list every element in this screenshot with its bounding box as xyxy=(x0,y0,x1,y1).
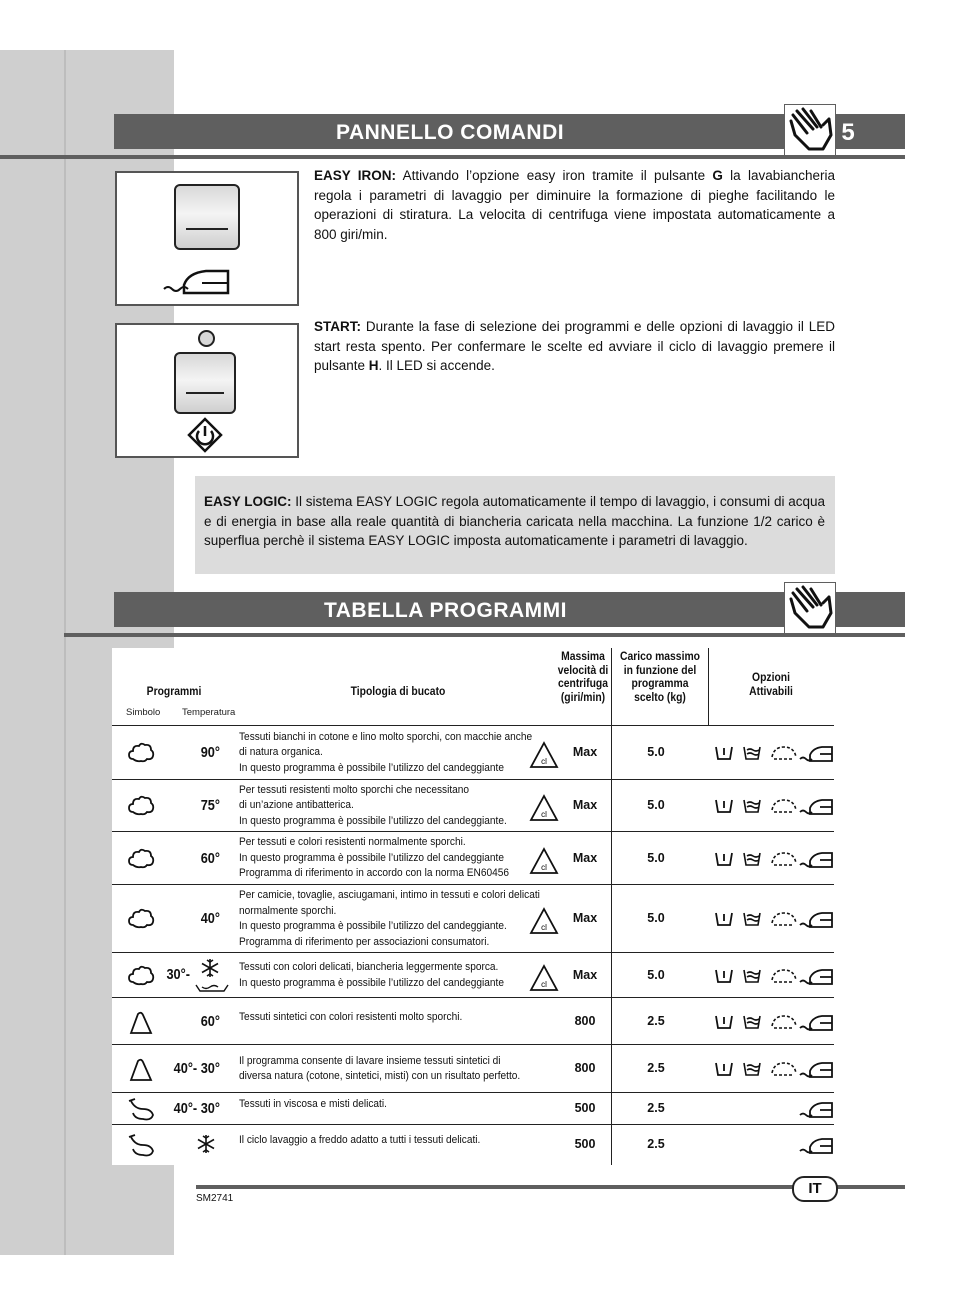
description-line: Il programma consente di lavare insieme tessuti sintetici di xyxy=(239,1054,501,1067)
iron-icon xyxy=(798,1135,834,1160)
easy-iron-text: EASY IRON: Attivando l’opzione easy iron tramite il pulsante G la lavabiancheria regola i parametri di lavaggio per diminuire la formazione di pieghe facilitando le operazioni di stiratura. La velocita di centrifuga viene impostata automaticamente a 800 giri/min. xyxy=(314,168,835,242)
table-row xyxy=(0,780,954,832)
spin-speed: Max xyxy=(572,798,598,812)
table-row xyxy=(0,953,954,998)
description-line: Tessuti in viscosa e misti delicati. xyxy=(239,1098,387,1111)
program-temperature: 30°- xyxy=(166,965,190,983)
program-description xyxy=(239,960,504,991)
spin-speed: 800 xyxy=(574,1061,596,1075)
easy-iron-button[interactable] xyxy=(174,184,240,250)
page-number: 5 xyxy=(841,119,855,146)
description-line: In questo programma è possibile l’utilizzo del candeggiante. xyxy=(239,920,507,932)
description-line: Per tessuti e colori resistenti normalmente sporchi. xyxy=(239,836,466,849)
program-description xyxy=(239,730,532,777)
description-line: normalmente sporchi. xyxy=(239,904,337,917)
description-line: di un’azione antibatterica. xyxy=(239,799,354,812)
description-line: di natura organica. xyxy=(239,746,323,759)
start-button[interactable] xyxy=(174,352,236,414)
options-icons xyxy=(714,1059,834,1084)
description-line: diversa natura (cotone, sintetici, misti) con un risultato perfetto. xyxy=(239,1070,521,1082)
spin-speed: Max xyxy=(572,911,598,925)
bleach-icon xyxy=(529,847,559,880)
table-row xyxy=(0,998,954,1045)
panel-header-rule xyxy=(0,155,905,159)
cotton-icon xyxy=(127,847,155,876)
header-programmi: Programmi xyxy=(146,686,202,698)
language-badge: IT xyxy=(792,1176,838,1202)
iron-icon xyxy=(798,1099,834,1124)
bleach-icon xyxy=(529,794,559,827)
svg-text:cl: cl xyxy=(541,862,547,872)
description-line: Tessuti bianchi in cotone e lino molto sporchi, con macchie anche xyxy=(239,730,533,743)
options-icons xyxy=(714,796,834,821)
options-icons xyxy=(714,1012,834,1037)
cotton-icon xyxy=(127,964,155,993)
program-temperature: 90° xyxy=(200,744,220,761)
bleach-icon xyxy=(529,741,559,774)
hand-icon xyxy=(784,582,836,634)
max-load: 2.5 xyxy=(647,1061,665,1075)
program-temperature: 75° xyxy=(200,797,220,814)
table-row xyxy=(0,885,954,953)
max-load: 5.0 xyxy=(647,850,665,865)
table-row xyxy=(0,832,954,885)
table-header-rule xyxy=(64,633,905,637)
table-row xyxy=(0,1045,954,1093)
start-led xyxy=(198,330,215,347)
col-rule xyxy=(708,648,709,725)
max-load: 5.0 xyxy=(647,967,665,982)
program-temperature: 60° xyxy=(200,849,220,867)
program-description xyxy=(239,1097,387,1113)
max-load: 5.0 xyxy=(647,745,665,759)
header-temperatura: Temperatura xyxy=(182,707,236,718)
header-tipologia: Tipologia di bucato xyxy=(350,686,446,698)
synthetic-icon xyxy=(127,1010,155,1041)
max-load: 5.0 xyxy=(647,798,665,812)
bleach-icon xyxy=(529,964,559,997)
spin-speed: 800 xyxy=(574,1013,596,1028)
table-row xyxy=(0,726,954,780)
max-load: 2.5 xyxy=(647,1137,665,1151)
spin-speed: Max xyxy=(572,967,598,982)
easy-logic-box xyxy=(195,476,835,574)
header-opzioni: Opzioni Attivabili xyxy=(749,672,793,698)
program-temperature: 40°- 30° xyxy=(173,1100,220,1117)
program-description xyxy=(239,888,540,950)
delicate-icon xyxy=(127,1133,157,1164)
spin-speed: Max xyxy=(572,850,598,865)
svg-text:cl: cl xyxy=(541,979,547,989)
description-line: In questo programma è possibile l’utilizzo del candeggiante xyxy=(239,761,504,774)
program-description xyxy=(239,1133,480,1149)
program-description xyxy=(239,835,509,882)
easy-iron-panel xyxy=(115,171,299,306)
description-line: Per tessuti resistenti molto sporchi che necessitano xyxy=(239,783,470,796)
start-pause-icon xyxy=(187,417,223,453)
description-line: Programma di riferimento in accordo con la norma EN60456 xyxy=(239,867,510,880)
cotton-icon xyxy=(127,741,155,770)
description-line: Programma di riferimento per associazioni consumatori. xyxy=(239,935,490,948)
table-section-title: TABELLA PROGRAMMI xyxy=(324,599,567,622)
document-code: SM2741 xyxy=(196,1193,234,1204)
svg-text:cl: cl xyxy=(541,810,547,819)
description-line: Tessuti con colori delicati, biancheria leggermente sporca. xyxy=(239,961,499,973)
description-line: Per camicie, tovaglie, asciugamani, intimo in tessuti e colori delicati xyxy=(239,889,540,901)
options-icons xyxy=(714,743,834,768)
description-line: In questo programma è possibile l’utilizzo del candeggiante xyxy=(239,976,504,989)
header-carico: Carico massimo in funzione del programma scelto (kg) xyxy=(620,651,700,704)
program-temperature: 40°- 30° xyxy=(173,1060,220,1077)
options-icons xyxy=(714,966,834,991)
svg-text:cl: cl xyxy=(541,757,547,766)
table-row xyxy=(0,1125,954,1165)
iron-icon xyxy=(162,265,234,297)
max-load: 5.0 xyxy=(647,911,665,925)
options-icons xyxy=(714,849,834,874)
description-line: In questo programma è possibile l’utilizzo del candeggiante xyxy=(239,851,504,864)
description-line: In questo programma è possibile l’utilizzo del candeggiante. xyxy=(239,814,507,827)
header-velocita: Massima velocità di centrifuga (giri/min) xyxy=(557,651,609,704)
bleach-icon xyxy=(529,907,559,940)
table-row xyxy=(0,1093,954,1125)
header-simbolo: Simbolo xyxy=(126,707,161,718)
cotton-icon xyxy=(127,794,155,823)
program-description xyxy=(239,1010,462,1026)
synthetic-icon xyxy=(127,1057,155,1088)
spin-speed: 500 xyxy=(574,1101,596,1115)
program-description xyxy=(239,1054,520,1085)
cotton-icon xyxy=(127,907,155,936)
hand-icon xyxy=(784,104,836,156)
max-load: 2.5 xyxy=(647,1101,665,1115)
options-icons xyxy=(714,909,834,934)
program-temperature: 40° xyxy=(200,910,220,927)
easy-logic-text: EASY LOGIC: Il sistema EASY LOGIC regola automaticamente il tempo di lavaggio, i consumi di acqua e di energia in base alla reale quantità di biancheria caricata nella macchina. La funzione 1/2 carico è superflua perchè il sistema EASY LOGIC imposta automaticamente i parametri di lavaggio. xyxy=(204,494,825,548)
spin-speed: 500 xyxy=(574,1137,596,1151)
description-line: Tessuti sintetici con colori resistenti molto sporchi. xyxy=(239,1010,463,1023)
start-panel xyxy=(115,323,299,458)
description-line: Il ciclo lavaggio a freddo adatto a tutti i tessuti delicati. xyxy=(239,1134,481,1147)
svg-text:cl: cl xyxy=(541,923,547,932)
spin-speed: Max xyxy=(572,745,598,759)
panel-section-title: PANNELLO COMANDI xyxy=(336,121,565,144)
cold-wash-icon xyxy=(200,958,230,993)
program-temperature: 60° xyxy=(200,1012,220,1030)
program-description xyxy=(239,783,507,830)
cold-wash-icon xyxy=(196,1134,216,1159)
max-load: 2.5 xyxy=(647,1013,665,1028)
start-text: START: Durante la fase di selezione dei programmi e delle opzioni di lavaggio il LED start resta spento. Per confermare le scelte ed avviare il ciclo di lavaggio premere il pulsante H. Il LED si accende. xyxy=(314,319,835,373)
